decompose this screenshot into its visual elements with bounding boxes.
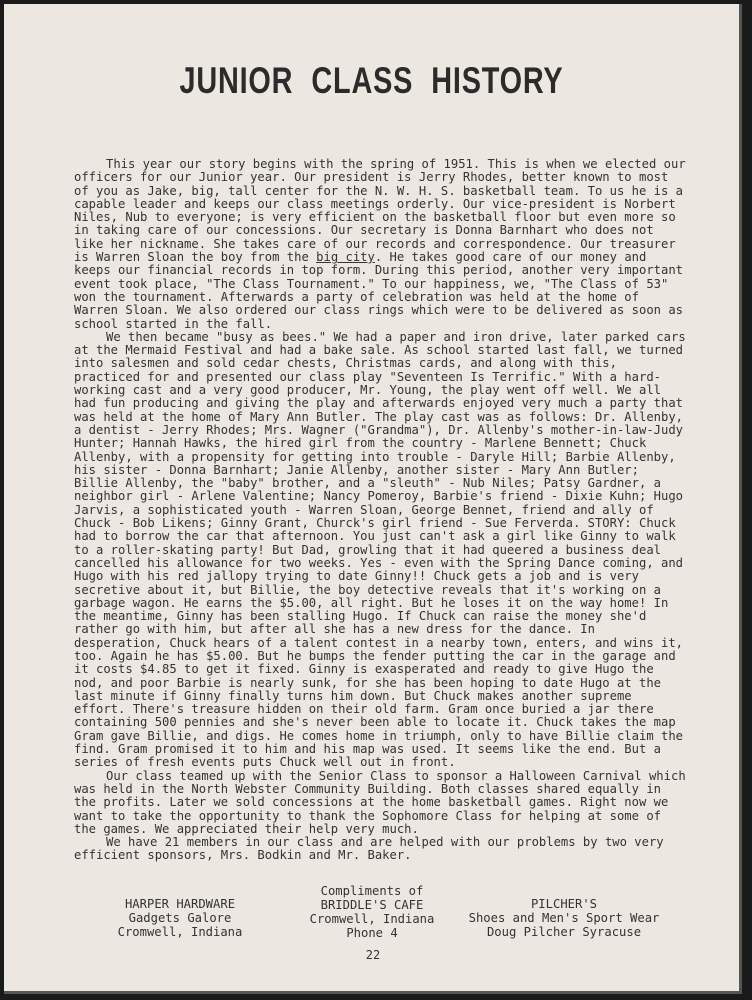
- ad-briddle-compliments: Compliments of: [320, 884, 424, 898]
- ad-pilcher-tagline: Shoes and Men's Sport Wear: [468, 911, 660, 925]
- ad-harper-tagline: Gadgets Galore: [128, 911, 232, 925]
- ad-briddle-phone: Phone 4: [346, 926, 398, 940]
- ad-pilcher-name: PILCHER'S: [530, 897, 598, 911]
- ad-harper-location: Cromwell, Indiana: [117, 925, 243, 939]
- ad-pilcher-owner: Doug Pilcher Syracuse: [486, 925, 642, 939]
- ad-briddle-location: Cromwell, Indiana: [309, 912, 435, 926]
- underlined-phrase: big city: [316, 250, 375, 265]
- yearbook-page: [4, 4, 742, 994]
- paragraph-1-text-b: . He takes good care of our money and keeps our financial records in top form. During this period, another very important event took place, "The Class Tournament." To our happiness, we, "The Class of 53" won the tournament. Afterwards a party of celebration was held at the home of Warren Sloan. We also ordered our class rings which were to be delivered as soon as school started in the fall.: [74, 250, 684, 331]
- paragraph-1: [74, 158, 686, 331]
- paragraph-2: We then became "busy as bees." We had a paper and iron drive, later parked cars at the Mermaid Festival and had a bake sale. As school started last fall, we turned into salesmen and sold cedar chests, Christmas cards, and along with this, practiced for and presented our class play "Seventeen Is Terrific." With a hard-working cast and a very good producer, Mr. Young, the play went off well. We all had fun producing and giving the play and afterwards enjoyed very much a party that was held at the home of Mary Ann Butler. The play cast was as follows: Dr. Allenby, a dentist - Jerry Rhodes; Mrs. Wagner ("Grandma"), Dr. Allenby's mother-in-law-Judy Hunter; Hannah Hawks, the hired girl from the country - Marlene Bennett; Chuck Allenby, with a propensity for getting into trouble - Daryle Hill; Barbie Allenby, his sister - Donna Barnhart; Janie Allenby, another sister - Mary Ann Butler; Billie Allenby, the "baby" brother, and a "sleuth" - Nub Niles; Patsy Gardner, a neighbor girl - Arlene Valentine; Nancy Pomeroy, Barbie's friend - Dixie Kuhn; Hugo Jarvis, a sophisticated youth - Warren Sloan, George Bennet, friend and ally of Chuck - Bob Likens; Ginny Grant, Churck's girl friend - Sue Ferverda. STORY: Chuck had to borrow the car that afternoon. You just can't ask a girl like Ginny to walk to a roller-skating party! But Dad, growling that it had queered a business deal cancelled his allowance for two weeks. Yes - even with the Spring Dance coming, and Hugo with his red jallopy trying to date Ginny!! Chuck gets a job and is very secretive about it, but Billie, the boy detective reveals that it's working on a garbage wagon. He earns the $5.00, all right. But he loses it on the way home! In the meantime, Ginny has been stalling Hugo. If Chuck can raise the money she'd rather go with him, but after all she has a new dress for the dance. In desperation, Chuck hears of a talent contest in a nearby town, enters, and wins it, too. Again he has $5.00. But he bumps the fender putting the car in the garage and it costs $4.85 to get it fixed. Ginny is exasperated and ready to give Hugo the nod, and poor Barbie is nearly sunk, for she has been hoping to date Hugo at the last minute if Ginny finally turns him down. But Chuck makes another supreme effort. There's treasure hidden on their old farm. Gram once buried a jar there containing 500 pennies and she's never been able to locate it. Chuck takes the map Gram gave Billie, and digs. He comes home in triumph, only to have Billie claim the find. Gram promised it to him and his map was used. It seems like the end. But a series of fresh events puts Chuck well out in front.: [74, 329, 686, 770]
- paragraph-1-text-a: This year our story begins with the spring of 1951. This is when we elected our officers for our Junior year. Our president is Jerry Rhodes, better known to most of you as Jake, big, tall center for the N. W. H. S. basketball team. To us he is a capable leader and keeps our class meetings orderly. Our vice-president is Norbert Niles, Nub to everyone; is very efficient on the basketball floor but even more so in taking care of our concessions. Our secretary is Donna Barnhart who does not like her nickname. She takes care of our records and correspondence. Our treasurer is Warren Sloan the boy from the: [74, 157, 686, 265]
- paragraph-3: Our class teamed up with the Senior Class to sponsor a Halloween Carnival which was held in the North Webster Community Building. Both classes shared equally in the profits. Later we sold concessions at the home basketball games. Right now we want to take the opportunity to thank the Sophomore Class for helping at some of the games. We appreciated their help very much.: [74, 768, 686, 836]
- ad-harper-hardware: [92, 897, 268, 939]
- ad-briddle-name: BRIDDLE'S CAFE: [320, 898, 424, 912]
- ad-harper-name: HARPER HARDWARE: [124, 897, 236, 911]
- page-title: JUNIOR CLASS HISTORY: [179, 60, 564, 101]
- paragraph-4: We have 21 members in our class and are helped with our problems by two very efficient sponsors, Mrs. Bodkin and Mr. Baker.: [74, 835, 664, 863]
- ad-pilchers: [460, 897, 668, 939]
- page-number: 22: [365, 948, 381, 962]
- ad-briddles-cafe: [297, 884, 447, 940]
- history-text: [74, 158, 686, 863]
